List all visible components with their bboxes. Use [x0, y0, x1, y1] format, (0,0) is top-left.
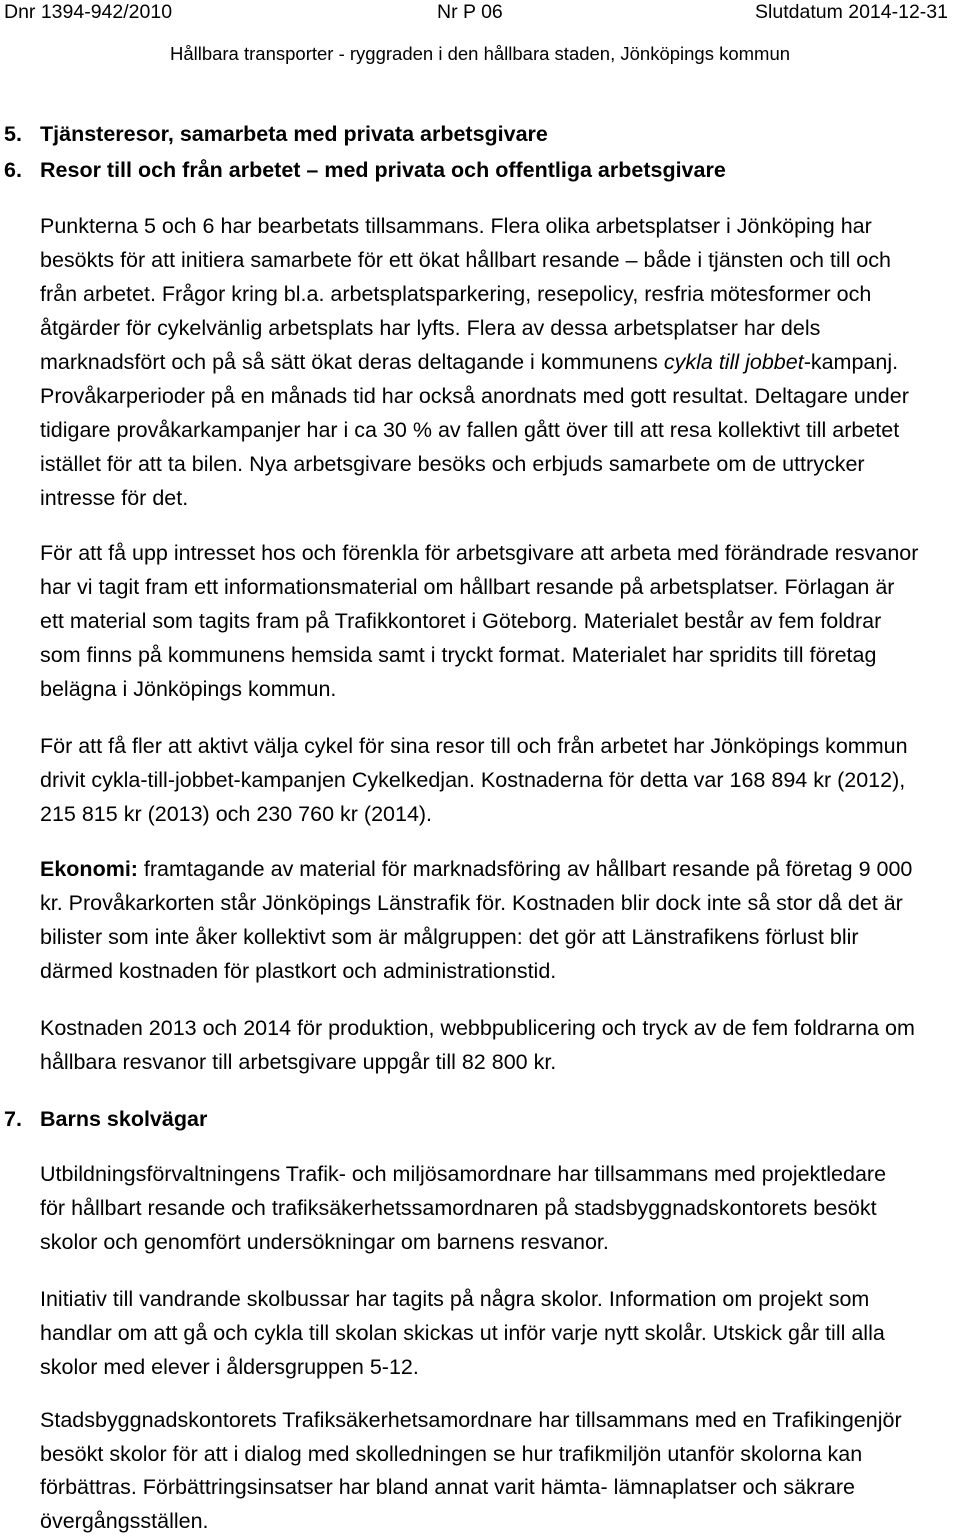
- document-subtitle: Hållbara transporter - ryggraden i den hållbara staden, Jönköpings kommun: [169, 43, 791, 64]
- paragraph-line: intresse för det.: [40, 486, 189, 510]
- paragraph-line: belägna i Jönköpings kommun.: [40, 677, 337, 701]
- paragraph-line: istället för att ta bilen. Nya arbetsgivare besöks och erbjuds samarbete om de uttrycker: [40, 452, 865, 476]
- paragraph-line: skolor med elever i åldersgruppen 5-12.: [40, 1355, 419, 1379]
- paragraph-line: handlar om att gå och cykla till skolan skickas ut inför varje nytt skolår. Utskick går till alla: [40, 1321, 885, 1345]
- paragraph: [0, 852, 960, 988]
- line-text: marknadsfört och på så sätt ökat deras deltagande i kommunens: [40, 350, 664, 374]
- economy-label: Ekonomi:: [40, 857, 138, 881]
- paragraph-line: därmed kostnaden för plastkort och administrationstid.: [40, 959, 557, 983]
- paragraph-line: för hållbart resande och trafiksäkerhetssamordnaren på stadsbyggnadskontorets besökt: [40, 1196, 877, 1220]
- line-text: framtagande av material för marknadsföring av hållbart resande på företag 9 000: [137, 857, 913, 881]
- section-heading: [0, 117, 960, 151]
- paragraph-line: För att få fler att aktivt välja cykel för sina resor till och från arbetet har Jönköpings kommun: [40, 734, 908, 758]
- paragraph-line: Utbildningsförvaltningens Trafik- och miljösamordnare har tillsammans med projektledare: [40, 1162, 887, 1186]
- paragraph-line: bilister som inte åker kollektivt som är målgruppen: det gör att Länstrafikens förlust blir: [40, 925, 859, 949]
- paragraph-line: tidigare provåkarkampanjer har i ca 30 % av fallen gått över till att resa kollektivt till arbetet: [40, 418, 900, 442]
- paragraph-line: Provåkarperioder på en månads tid har också anordnats med gott resultat. Deltagare under: [40, 384, 909, 408]
- document-number: Dnr 1394-942/2010: [4, 1, 173, 23]
- section-heading: [0, 153, 960, 187]
- paragraph: [0, 1157, 960, 1259]
- paragraph-line: hållbara resvanor till arbetsgivare uppgår till 82 800 kr.: [40, 1050, 557, 1074]
- paragraph: [0, 209, 960, 515]
- paragraph: [0, 729, 960, 831]
- section-heading: [0, 1102, 960, 1136]
- paragraph: [0, 1404, 960, 1538]
- paragraph-line: besökt skolor för att i dialog med skolledningen se hur trafikmiljön utanför skolorna kan: [40, 1441, 863, 1466]
- paragraph-line: ett material som tagits fram på Trafikkontoret i Göteborg. Materialet består av fem foldrar: [40, 609, 882, 633]
- campaign-name: cykla till jobbet: [663, 350, 804, 374]
- paragraph-line: Stadsbyggnadskontorets Trafiksäkerhetsamordnare har tillsammans med en Trafikingenjör: [40, 1408, 902, 1432]
- section-title: Tjänsteresor, samarbeta med privata arbetsgivare: [40, 122, 548, 146]
- section-title: Barns skolvägar: [40, 1107, 208, 1131]
- paragraph-line: förbättras. Förbättringsinsatser har bland annat varit hämta- lämnaplatser och säkrare: [40, 1475, 856, 1499]
- paragraph-line: besökts för att initiera samarbete för ett ökat hållbart resande – både i tjänsten och till och: [40, 248, 891, 272]
- paragraph-line: drivit cykla-till-jobbet-kampanjen Cykelkedjan. Kostnaderna för detta var 168 894 kr (2012),: [40, 768, 906, 792]
- paragraph-line: Initiativ till vandrande skolbussar har tagits på några skolor. Information om projekt som: [40, 1287, 870, 1311]
- end-date: Slutdatum 2014-12-31: [755, 1, 948, 23]
- paragraph-line: från arbetet. Frågor kring bl.a. arbetsplatsparkering, resepolicy, resfria mötesformer och: [40, 282, 872, 306]
- paragraph-line: Kostnaden 2013 och 2014 för produktion, webbpublicering och tryck av de fem foldrarna om: [40, 1016, 915, 1040]
- line-text: -kampanj.: [803, 350, 899, 374]
- paragraph-line: kr. Provåkarkorten står Jönköpings Länstrafik för. Kostnaden blir dock inte så stor då det är: [40, 891, 903, 915]
- paragraph-line: Punkterna 5 och 6 har bearbetats tillsammans. Flera olika arbetsplatser i Jönköping har: [40, 214, 872, 238]
- paragraph-line: [0, 852, 960, 886]
- paragraph-line: [0, 345, 960, 379]
- section-number: 5.: [4, 122, 22, 146]
- paragraph-line: har vi tagit fram ett informationsmaterial om hållbart resande på arbetsplatser. Förlagan är: [40, 575, 895, 599]
- paragraph-line: skolor och genomfört undersökningar om barnens resvanor.: [40, 1230, 609, 1254]
- paragraph-line: 215 815 kr (2013) och 230 760 kr (2014).: [40, 802, 433, 826]
- section-title: Resor till och från arbetet – med privata och offentliga arbetsgivare: [40, 158, 726, 182]
- paragraph-line: åtgärder för cykelvänlig arbetsplats har lyfts. Flera av dessa arbetsplatser har dels: [40, 316, 821, 340]
- paragraph: [0, 1011, 960, 1079]
- section-number: 7.: [4, 1107, 22, 1131]
- item-number: Nr P 06: [437, 1, 503, 23]
- paragraph-line: som finns på kommunens hemsida samt i tryckt format. Materialet har spridits till företag: [40, 643, 877, 667]
- paragraph: [0, 1282, 960, 1384]
- paragraph-line: övergångsställen.: [40, 1508, 209, 1533]
- paragraph: [0, 536, 960, 706]
- section-number: 6.: [4, 158, 22, 182]
- paragraph-line: För att få upp intresset hos och förenkla för arbetsgivare att arbeta med förändrade resvanor: [40, 541, 919, 565]
